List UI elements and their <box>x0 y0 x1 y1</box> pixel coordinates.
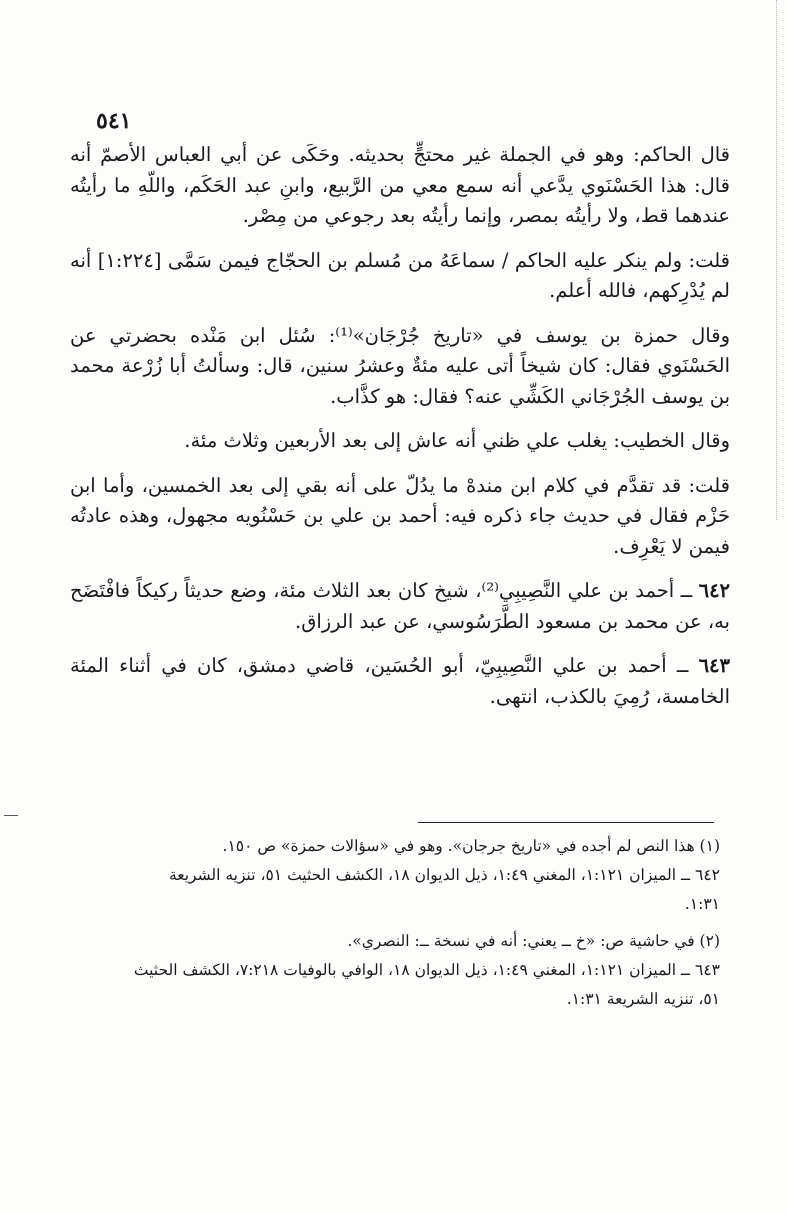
footnote-group-1 <box>130 832 720 919</box>
margin-scan-mark <box>776 0 778 520</box>
footnote-2: (٢) في حاشية ص: «خ ــ يعني: أنه في نسخة ــ: النصري». <box>347 932 720 950</box>
entry-text: ــ أحمد بن علي النَّصِيبِي⁽²⁾، شيخ كان بعد الثلاث مئة، وضع حديثاً ركيكاً فافْتَضَح به، عن محمد بن مسعود الطَّرَسُوسي، عن عبد الرزاق. <box>70 579 730 633</box>
entry-number: ٦٤٢ <box>698 579 731 602</box>
main-text <box>70 140 730 726</box>
paragraph-qult-ibn-hazm: قلت: قد تقدَّم في كلام ابن مندهْ ما يدُلّ على أنه بقي إلى بعد الخمسين، وأما ابن حَزْم فقال في حديث جاء ذكره فيه: أحمد بن علي بن حَسْنُويه مجهول، وهذه عادتُه فيمن لا يَعْرِف. <box>70 473 730 558</box>
footnote-sources-642: ٦٤٢ ــ الميزان ١:١٢١، المغني ١:٤٩، ذيل الديوان ١٨، الكشف الحثيث ٥١، تنزيه الشريعة ١:٣١. <box>168 866 720 913</box>
paragraph-hamza: وقال حمزة بن يوسف في «تاريخ جُرْجَان»⁽¹⁾: سُئل ابن مَنْده بحضرتي عن الحَسْنَوي فقال: كان شيخاً أتى عليه مئةٌ وعشرُ سنين، قال: وسألتُ أبا زُرْعة محمد بن يوسف الجُرْجَاني الكَشِّي عنه؟ فقال: هو كذَّاب. <box>70 323 730 408</box>
footnote-1: (١) هذا النص لم أجده في «تاريخ جرجان». وهو في «سؤالات حمزة» ص ١٥٠. <box>222 837 720 855</box>
paragraph-hakim: قال الحاكم: وهو في الجملة غير محتجٍّ بحديثه. وحَكَى عن أبي العباس الأصمّ أنه قال: هذا الحَسْنَوي يدَّعي أنه سمع معي من الرَّبيع، وابنِ عبد الحَكَم، واللّهِ ما رأيتُه عندهما قط، ولا رأيتُه بمصر، وإنما رأيتُه بعد رجوعي من مِصْر. <box>70 143 730 227</box>
footnote-group-2 <box>130 927 720 1014</box>
entry-642 <box>70 576 730 637</box>
entry-text: ــ أحمد بن علي النَّصِيبِيّ، أبو الحُسَين، قاضي دمشق، كان في أثناء المئة الخامسة، رُمِيَ بالكذب، انتهى. <box>70 654 730 708</box>
page-number: ٥٤١ <box>96 108 132 134</box>
entry-number: ٦٤٣ <box>698 654 730 677</box>
scan-edge-mark <box>4 815 18 816</box>
footnote-sources-643: ٦٤٣ ــ الميزان ١:١٢١، المغني ١:٤٩، ذيل الديوان ١٨، الوافي بالوفيات ٧:٢١٨، الكشف الحثيث ٥١، تنزيه الشريعة ١:٣١. <box>133 961 720 1008</box>
footnote-divider <box>418 822 714 823</box>
entry-643 <box>70 651 730 712</box>
paragraph-qult-muslim: قلت: ولم ينكر عليه الحاكم / سماعَهُ من مُسلم بن الحجّاج فيمن سَمَّى [١:٢٢٤] أنه لم يُدْرِكهم، فالله أعلم. <box>70 248 730 302</box>
footnotes <box>130 832 720 1022</box>
paragraph-khatib: وقال الخطيب: يغلب علي ظني أنه عاش إلى بعد الأربعين وثلاث مئة. <box>184 429 730 452</box>
